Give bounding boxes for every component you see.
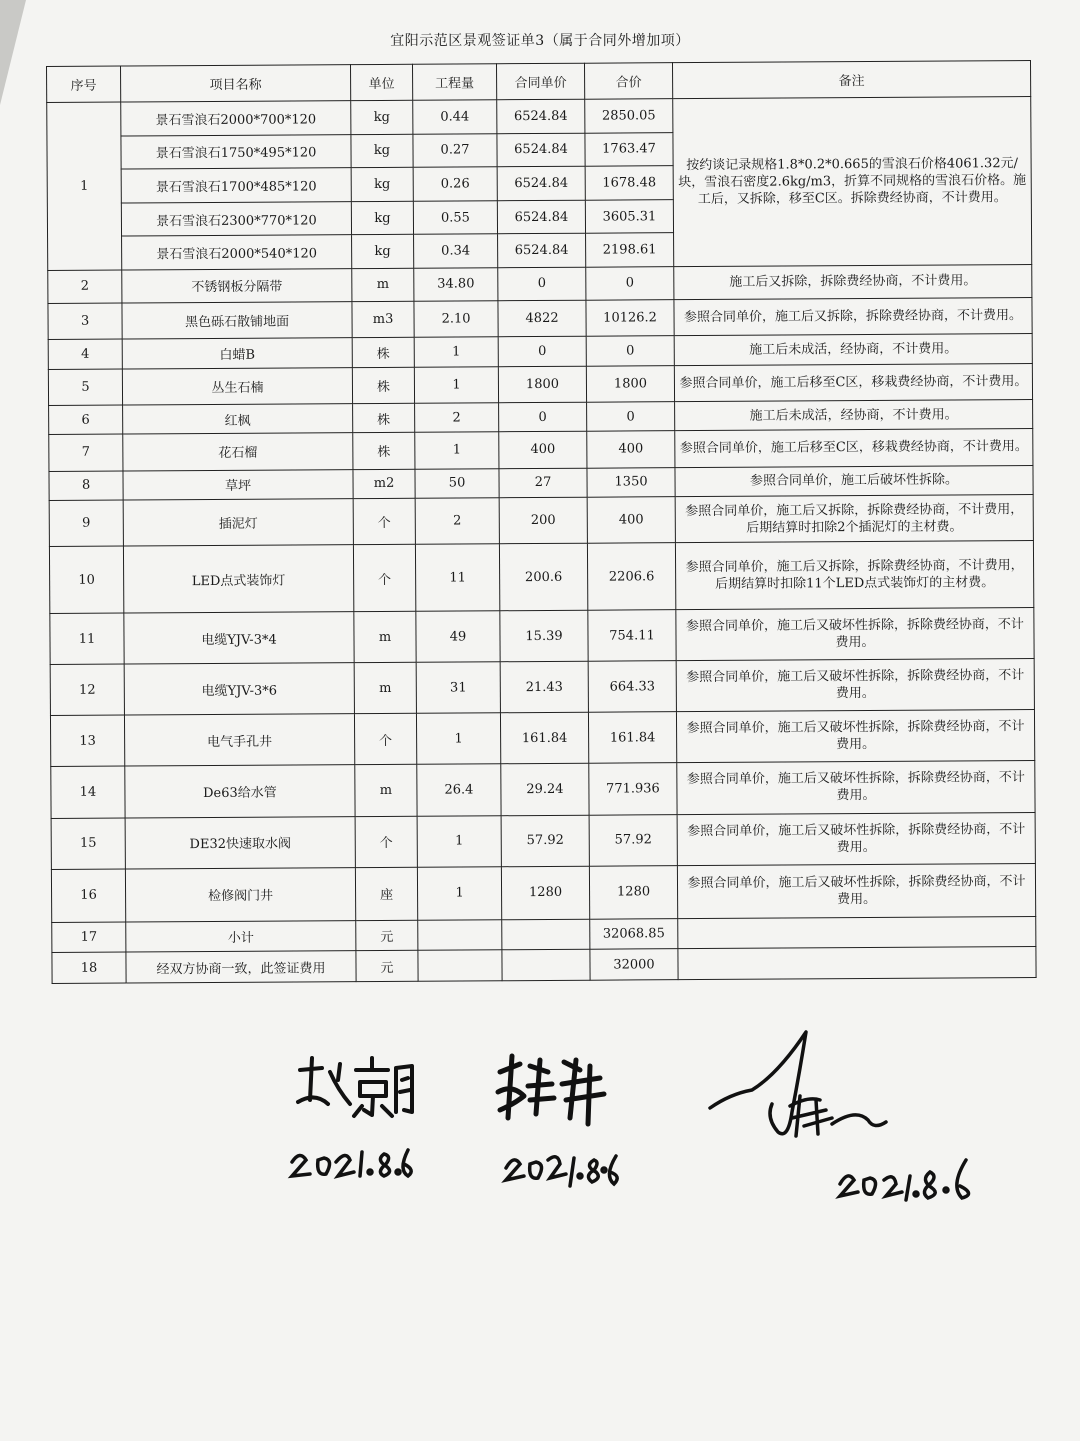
- item-name: DE32快速取水阀: [125, 817, 355, 869]
- item-qty: 50: [415, 468, 499, 498]
- item-qty: 1: [417, 816, 501, 867]
- item-unit: m3: [352, 301, 414, 338]
- item-price: 6524.84: [498, 234, 586, 268]
- item-note: 参照合同单价，施工后又拆除，拆除费经协商，不计费用，后期结算时扣除11个LED点式装饰灯的主材费。: [675, 540, 1033, 609]
- table-row: [50, 659, 1034, 716]
- item-qty: 2.10: [414, 300, 498, 337]
- col-header-price: 合同单价: [496, 63, 584, 100]
- table-row: [50, 710, 1034, 767]
- item-name: 景石雪浪石1700*485*120: [121, 168, 351, 203]
- seq-cell: 8: [49, 471, 123, 501]
- item-price: 27: [499, 468, 587, 498]
- seq-cell: 9: [49, 500, 123, 546]
- item-price: 161.84: [500, 712, 588, 763]
- item-total: 1280: [589, 866, 677, 919]
- table-row: [47, 96, 1031, 136]
- item-unit: m: [352, 268, 414, 301]
- seq-cell: 6: [49, 406, 123, 435]
- item-total: 1763.47: [585, 132, 673, 166]
- seq-cell: 10: [49, 546, 123, 614]
- item-price: 400: [499, 431, 587, 468]
- item-unit: 个: [353, 544, 415, 612]
- item-qty: 0.44: [413, 100, 497, 134]
- seq-cell: 5: [48, 369, 122, 406]
- item-qty: 11: [415, 544, 499, 612]
- item-total: 2850.05: [585, 99, 673, 133]
- item-total: 32068.85: [590, 918, 678, 949]
- item-unit: 株: [352, 367, 414, 404]
- item-price: 0: [498, 267, 586, 300]
- item-total: 57.92: [589, 815, 677, 866]
- item-note: 参照合同单价，施工后破坏性拆除。: [675, 465, 1033, 497]
- item-name: 黑色砾石散铺地面: [122, 301, 352, 339]
- item-unit: 元: [356, 951, 418, 982]
- item-name: 电气手孔井: [124, 714, 354, 766]
- item-price: [502, 950, 590, 981]
- item-note: 施工后未成活，经协商，不计费用。: [675, 400, 1033, 431]
- item-note: 参照合同单价，施工后移至C区，移栽费经协商，不计费用。: [675, 428, 1033, 467]
- item-name: 插泥灯: [123, 499, 353, 546]
- item-unit: 个: [353, 498, 415, 544]
- table-row: [51, 812, 1035, 869]
- item-name: 不锈钢板分隔带: [122, 269, 352, 303]
- seq-cell: 15: [51, 818, 125, 869]
- item-name: 电缆YJV-3*6: [124, 663, 354, 715]
- item-note: 按约谈记录规格1.8*0.2*0.665的雪浪石价格4061.32元/块，雪浪石密度2.6kg/m3，折算不同规格的雪浪石价格。施工后，又拆除，移至C区。拆除费经协商，不计费用。: [673, 96, 1032, 266]
- item-qty: 0.55: [413, 201, 497, 235]
- col-header-unit: 单位: [350, 64, 412, 100]
- table-row: [51, 760, 1035, 818]
- item-note: 参照合同单价，施工后又破坏性拆除，拆除费经协商，不计费用。: [676, 608, 1034, 661]
- table-row: [50, 608, 1034, 665]
- seq-cell: 11: [50, 613, 124, 664]
- item-unit: 株: [353, 432, 415, 469]
- col-header-seq: 序号: [47, 66, 121, 102]
- item-name: 红枫: [123, 404, 353, 434]
- signature-3-date: [840, 1160, 969, 1200]
- col-header-name: 项目名称: [121, 65, 351, 102]
- item-unit: kg: [352, 235, 414, 269]
- item-total: 664.33: [588, 661, 676, 712]
- item-qty: 1: [416, 713, 500, 764]
- seq-cell: 16: [51, 869, 125, 922]
- item-price: 200: [499, 497, 587, 543]
- item-unit: 元: [356, 920, 418, 951]
- item-qty: 2: [415, 498, 499, 544]
- item-note: [678, 916, 1036, 949]
- table-row: [49, 428, 1033, 471]
- table-row: [49, 540, 1033, 613]
- item-note: 参照合同单价，施工后又拆除，拆除费经协商，不计费用。: [674, 297, 1032, 336]
- item-total: 2198.61: [586, 233, 674, 267]
- item-name: 景石雪浪石2000*540*120: [122, 235, 352, 270]
- item-total: 32000: [590, 949, 678, 980]
- item-name: 经双方协商一致，此签证费用: [126, 951, 356, 983]
- item-name: 花石榴: [123, 433, 353, 471]
- item-price: 0: [499, 403, 587, 432]
- item-price: 15.39: [500, 610, 588, 661]
- seq-cell: 2: [48, 270, 122, 303]
- signature-2-date: [506, 1156, 617, 1186]
- item-qty: 2: [415, 403, 499, 432]
- item-note: 参照合同单价，施工后又破坏性拆除，拆除费经协商，不计费用。: [677, 812, 1035, 865]
- item-unit: 个: [355, 816, 417, 867]
- item-qty: 1: [415, 432, 499, 469]
- visa-table: [46, 60, 1037, 984]
- item-qty: 0.34: [414, 234, 498, 268]
- seq-cell: 7: [49, 434, 123, 471]
- item-total: 0: [587, 402, 675, 431]
- item-total: 10126.2: [586, 299, 674, 336]
- item-price: 1280: [501, 866, 589, 919]
- item-note: 施工后又拆除，拆除费经协商，不计费用。: [674, 265, 1032, 300]
- agreed-total-row: [52, 947, 1036, 984]
- item-name: 景石雪浪石1750*495*120: [121, 134, 351, 169]
- item-unit: m2: [353, 469, 415, 499]
- col-header-note: 备注: [672, 60, 1030, 98]
- item-unit: kg: [351, 100, 413, 134]
- signature-3: [710, 1032, 886, 1136]
- item-unit: 株: [353, 404, 415, 433]
- item-price: 6524.84: [497, 133, 585, 167]
- item-price: [502, 919, 590, 950]
- item-name: 景石雪浪石2000*700*120: [121, 101, 351, 136]
- item-unit: kg: [351, 167, 413, 201]
- item-note: 参照合同单价，施工后又破坏性拆除，拆除费经协商，不计费用。: [677, 760, 1035, 814]
- item-qty: 26.4: [417, 764, 501, 816]
- item-unit: m: [354, 662, 416, 713]
- item-total: 754.11: [588, 610, 676, 661]
- item-total: 1678.48: [585, 166, 673, 200]
- seq-cell: 12: [50, 664, 124, 715]
- item-note: [678, 947, 1036, 980]
- signature-area: [0, 1000, 1080, 1260]
- item-total: 400: [587, 431, 675, 468]
- item-qty: 0.26: [413, 167, 497, 201]
- item-qty: [418, 950, 502, 981]
- item-price: 4822: [498, 300, 586, 337]
- item-price: 6524.84: [497, 166, 585, 200]
- item-unit: m: [354, 611, 416, 662]
- item-total: 3605.31: [585, 199, 673, 233]
- seq-cell: 13: [50, 715, 124, 766]
- item-total: 1350: [587, 467, 675, 497]
- item-price: 57.92: [501, 815, 589, 866]
- item-qty: [418, 920, 502, 951]
- seq-cell: 4: [48, 339, 122, 369]
- signature-1: [298, 1058, 412, 1116]
- col-header-qty: 工程量: [412, 64, 496, 101]
- seq-cell: 17: [52, 922, 126, 953]
- item-name: 草坪: [123, 469, 353, 500]
- item-qty: 0.27: [413, 133, 497, 167]
- item-unit: 个: [354, 713, 416, 764]
- item-note: 参照合同单价，施工后移至C区，移栽费经协商，不计费用。: [674, 363, 1032, 402]
- item-total: 2206.6: [587, 543, 675, 611]
- item-qty: 1: [414, 337, 498, 367]
- item-price: 0: [498, 336, 586, 366]
- item-total: 0: [586, 336, 674, 366]
- item-total: 771.936: [589, 763, 677, 815]
- item-unit: 株: [352, 338, 414, 368]
- item-unit: m: [355, 764, 417, 816]
- item-qty: 49: [416, 611, 500, 662]
- item-total: 400: [587, 497, 675, 543]
- item-name: 白蜡B: [122, 338, 352, 369]
- table-row: [49, 495, 1033, 547]
- item-name: 检修阀门井: [125, 867, 355, 921]
- item-qty: 31: [416, 662, 500, 713]
- item-price: 1800: [498, 366, 586, 403]
- table-header-row: [47, 60, 1031, 102]
- seq-cell: 18: [52, 952, 126, 983]
- seq-cell: 3: [48, 303, 122, 340]
- seq-cell: 1: [47, 102, 122, 270]
- item-price: 29.24: [501, 763, 589, 815]
- item-name: De63给水管: [125, 765, 355, 818]
- table-row: [48, 363, 1032, 406]
- item-unit: kg: [351, 201, 413, 235]
- item-price: 6524.84: [497, 99, 585, 133]
- item-total: 1800: [586, 365, 674, 402]
- item-name: 电缆YJV-3*4: [124, 612, 354, 664]
- item-note: 施工后未成活，经协商，不计费用。: [674, 334, 1032, 366]
- item-total: 161.84: [588, 712, 676, 763]
- item-name: 景石雪浪石2300*770*120: [121, 201, 351, 236]
- item-name: 丛生石楠: [122, 367, 352, 405]
- table-row: [48, 297, 1032, 340]
- item-note: 参照合同单价，施工后又拆除，拆除费经协商，不计费用，后期结算时扣除2个插泥灯的主材费。: [675, 495, 1033, 543]
- item-price: 21.43: [500, 661, 588, 712]
- item-qty: 34.80: [414, 268, 498, 301]
- item-name: LED点式装饰灯: [123, 545, 353, 614]
- item-qty: 1: [417, 867, 501, 920]
- item-note: 参照合同单价，施工后又破坏性拆除，拆除费经协商，不计费用。: [677, 863, 1035, 918]
- item-name: 小计: [126, 920, 356, 952]
- item-qty: 1: [414, 367, 498, 404]
- item-note: 参照合同单价，施工后又破坏性拆除，拆除费经协商，不计费用。: [676, 710, 1034, 763]
- seq-cell: 14: [51, 766, 125, 818]
- signature-2: [498, 1056, 604, 1124]
- item-total: 0: [586, 267, 674, 300]
- item-unit: kg: [351, 134, 413, 168]
- item-price: 200.6: [499, 543, 587, 611]
- table-row: [51, 863, 1035, 922]
- page-corner-shadow: [0, 0, 40, 110]
- col-header-total: 合价: [584, 63, 672, 100]
- document-title: 宜阳示范区景观签证单3（属于合同外增加项）: [390, 33, 690, 49]
- item-unit: 座: [355, 867, 417, 920]
- item-price: 6524.84: [497, 200, 585, 234]
- signature-1-date: [292, 1150, 411, 1176]
- item-note: 参照合同单价，施工后又破坏性拆除，拆除费经协商，不计费用。: [676, 659, 1034, 712]
